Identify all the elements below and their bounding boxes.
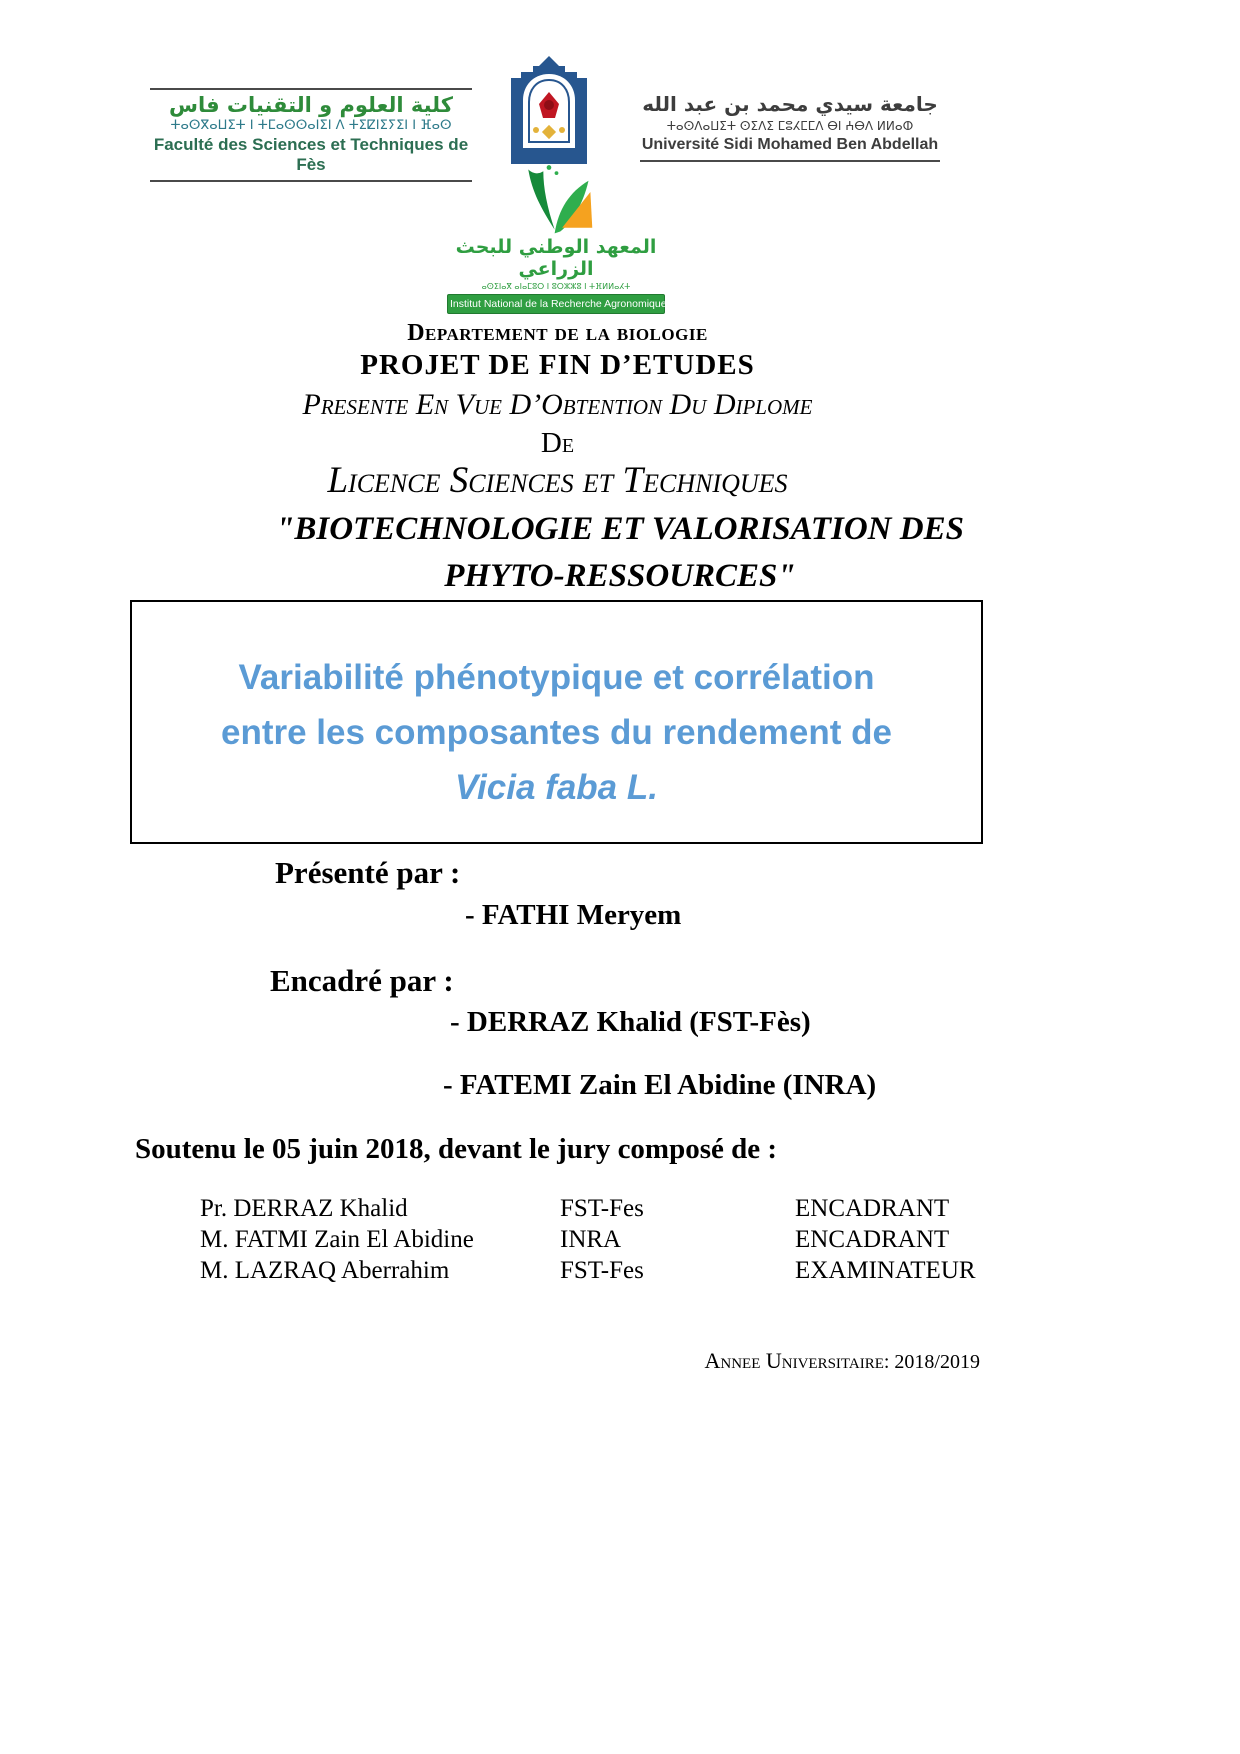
jury-member-affiliation: INRA bbox=[560, 1226, 622, 1253]
university-logo-block bbox=[640, 92, 940, 162]
de-heading: De bbox=[540, 427, 575, 459]
jury-member-name: M. LAZRAQ Aberrahim bbox=[200, 1257, 450, 1284]
option-line-1: "BIOTECHNOLOGIE ET VALORISATION DES bbox=[276, 511, 964, 547]
supervised-by-label: Encadré par : bbox=[270, 963, 454, 998]
jury-table bbox=[200, 1193, 976, 1286]
presented-by-label: Présenté par : bbox=[275, 855, 461, 890]
thesis-title-species: Vicia faba L. bbox=[455, 768, 658, 807]
project-heading: PROJET DE FIN D’ETUDES bbox=[360, 349, 755, 381]
inra-tifinagh-name: ⴰⵙⵉⵏⴰⴳ ⴰⵏⴰⵎⵓⵔ ⵏ ⵓⵔⵣⵣⵓ ⵏ ⵜⴼⵍⵍⴰⵃⵜ bbox=[481, 282, 631, 291]
inra-logo-block bbox=[440, 160, 672, 314]
jury-member-name: M. FATMI Zain El Abidine bbox=[200, 1226, 474, 1253]
jury-row bbox=[200, 1224, 970, 1255]
fst-arabic-name: كلية العلوم و التقنيات فاس bbox=[169, 93, 453, 117]
fst-logo-block bbox=[150, 88, 472, 182]
fst-tifinagh-name: ⵜⴰⵙⴳⴰⵡⵉⵜ ⵏ ⵜⵎⴰⵙⵙⴰⵏⵉⵏ ⴷ ⵜⵉⵇⵏⵉⵢⵉⵏ ⵏ ⴼⴰⵙ bbox=[170, 118, 452, 133]
jury-member-affiliation: FST-Fes bbox=[560, 1195, 644, 1222]
author-name: - FATHI Meryem bbox=[465, 899, 682, 931]
jury-member-name: Pr. DERRAZ Khalid bbox=[200, 1195, 408, 1222]
supervisor-2-name: - FATEMI Zain El Abidine (INRA) bbox=[443, 1069, 877, 1101]
university-tifinagh-name: ⵜⴰⵙⴷⴰⵡⵉⵜ ⵙⵉⴷⵉ ⵎⵓⵃⵎⵎⴷ ⴱⵏ ⵄⴱⴷ ⵍⵍⴰⵀ bbox=[666, 119, 914, 133]
jury-member-role: EXAMINATEUR bbox=[795, 1257, 976, 1284]
option-heading bbox=[130, 506, 1110, 600]
inra-plant-icon bbox=[499, 160, 614, 240]
jury-row bbox=[200, 1255, 976, 1286]
thesis-title-box bbox=[130, 600, 983, 844]
degree-heading: Licence Sciences et Techniques bbox=[327, 460, 788, 501]
option-line-2: PHYTO-RESSOURCES" bbox=[444, 558, 796, 594]
supervisor-1-name: - DERRAZ Khalid (FST-Fès) bbox=[450, 1006, 811, 1038]
jury-row bbox=[200, 1193, 970, 1224]
thesis-title-line-1: Variabilité phénotypique et corrélation bbox=[238, 658, 875, 697]
defense-statement: Soutenu le 05 juin 2018, devant le jury composé de : bbox=[135, 1133, 778, 1165]
academic-year bbox=[704, 1348, 980, 1374]
purpose-heading: Presente En Vue D’Obtention Du Diplome bbox=[302, 388, 813, 421]
academic-year-value: : 2018/2019 bbox=[883, 1351, 980, 1373]
gate-emblem-icon bbox=[503, 56, 595, 164]
jury-member-role: ENCADRANT bbox=[795, 1226, 950, 1253]
university-arabic-name: جامعة سيدي محمد بن عبد الله bbox=[642, 92, 938, 116]
university-french-name: Université Sidi Mohamed Ben Abdellah bbox=[641, 136, 939, 153]
inra-arabic-name: المعهد الوطني للبحث الزراعي bbox=[455, 236, 657, 280]
jury-member-role: ENCADRANT bbox=[795, 1195, 950, 1222]
department-heading: Departement de la biologie bbox=[407, 320, 708, 346]
fst-french-name: Faculté des Sciences et Techniques de Fès bbox=[153, 135, 469, 174]
thesis-title-line-2: entre les composantes du rendement de bbox=[220, 713, 892, 752]
inra-french-name: Institut National de la Recherche Agronomique bbox=[447, 294, 665, 314]
academic-year-label: Annee Universitaire bbox=[704, 1348, 884, 1373]
usmba-emblem-logo bbox=[503, 56, 595, 164]
jury-member-affiliation: FST-Fes bbox=[560, 1257, 644, 1284]
